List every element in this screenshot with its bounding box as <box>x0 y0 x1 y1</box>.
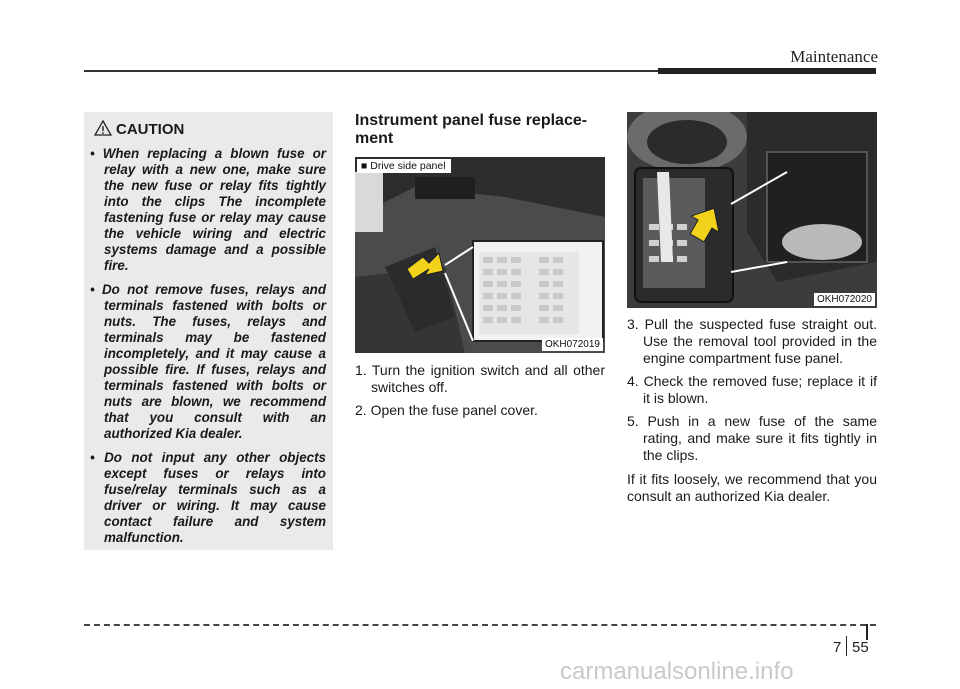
watermark: carmanualsonline.info <box>560 658 794 685</box>
section-column <box>355 112 605 148</box>
fuse-panel-photo <box>355 157 605 353</box>
page-header-title: Maintenance <box>790 47 878 66</box>
caution-box <box>84 112 333 550</box>
step-item: 1. Turn the ignition switch and all other switches off. <box>355 362 605 395</box>
step-item: 5. Push in a new fuse of the same rating, and make sure it fits tightly in the clips. <box>627 413 877 463</box>
caution-list <box>90 146 326 554</box>
closing-paragraph: If it fits loosely, we recommend that you consult an authorized Kia dealer. <box>627 471 877 504</box>
caution-heading-text: CAUTION <box>116 120 185 138</box>
caution-item: • Do not input any other objects except fuses or relays into fuse/relay terminals such as a driver or wiring. It may cause contact failure and system malfunction. <box>90 450 326 545</box>
footer-rule-accent <box>866 624 868 640</box>
fuse-removal-photo <box>627 112 877 308</box>
caution-item: • Do not remove fuses, relays and terminals fastened with bolts or nuts. The fuses, relays and terminals may be fastened incompletely, and it may cause a possible fire. If fuses, relays and terminals fastened with bolts or nuts are blown, we recommend that you consult with an authorized Kia dealer. <box>90 282 326 441</box>
header-rule-accent <box>658 68 876 74</box>
caution-heading <box>94 120 184 140</box>
photo-caption: ■ Drive side panel <box>357 159 451 173</box>
page-number: 55 <box>852 639 869 656</box>
fuse-removal-illustration <box>627 112 877 308</box>
step-item: 3. Pull the suspected fuse straight out. Use the removal tool provided in the engine compartment fuse panel. <box>627 316 877 366</box>
page-number-divider <box>846 636 847 656</box>
photo-code: OKH072019 <box>542 338 603 351</box>
chapter-number: 7 <box>833 639 842 656</box>
photo-code: OKH072020 <box>814 293 875 306</box>
step-item: 2. Open the fuse panel cover. <box>355 402 538 418</box>
fuse-panel-illustration <box>355 157 605 353</box>
footer-rule <box>84 624 876 626</box>
steps-list-continued <box>627 316 877 470</box>
section-title: Instrument panel fuse replace-ment <box>355 112 588 147</box>
steps-list <box>355 362 605 425</box>
step-item: 4. Check the removed fuse; replace it if it is blown. <box>627 373 877 406</box>
caution-item: • When replacing a blown fuse or relay with a new one, make sure the new fuse or relay fits tightly into the clips The incomplete fastening fuse or relay may cause the vehicle wiring and electric systems damage and a possible fire. <box>90 146 326 273</box>
warning-triangle-icon <box>94 120 116 140</box>
